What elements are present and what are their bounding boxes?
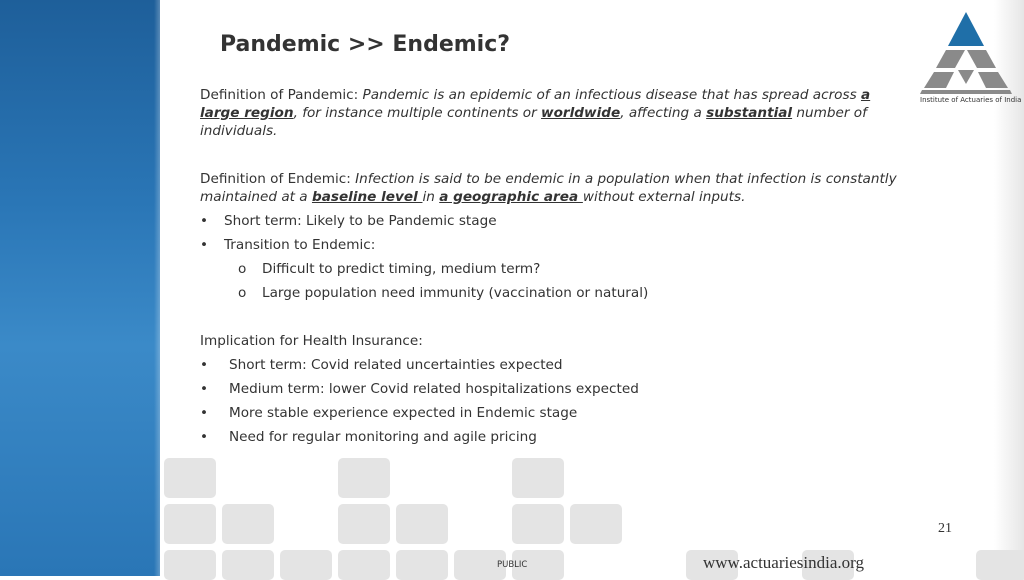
bullet-icon: • — [200, 213, 209, 229]
classification-label: PUBLIC — [497, 560, 528, 570]
left-blue-band — [0, 0, 160, 576]
endemic-text: Infection is said to be endemic in a population when that infection is constantly maintained at a — [200, 171, 897, 205]
pandemic-text: , for instance multiple continents or — [293, 105, 542, 121]
actuaries-triangle-logo-icon — [918, 10, 1014, 110]
slide-title: Pandemic >> Endemic? — [220, 32, 511, 57]
sub-list-item: o Difficult to predict timing, medium term? — [238, 261, 541, 277]
decorative-tiles — [160, 455, 1024, 576]
emphasis-text: a geographic area — [439, 189, 583, 205]
implication-heading: Implication for Health Insurance: — [200, 333, 423, 349]
pandemic-text: Pandemic is an epidemic of an infectious disease that has spread across — [362, 87, 861, 103]
endemic-definition — [200, 170, 910, 206]
sub-list-item: o Large population need immunity (vaccination or natural) — [238, 285, 649, 301]
page-number: 21 — [938, 521, 952, 536]
pandemic-text: number of individuals. — [200, 105, 867, 139]
bullet-icon: • — [200, 405, 209, 421]
endemic-text: without external inputs. — [582, 189, 746, 205]
footer-url: www.actuariesindia.org — [703, 553, 864, 572]
emphasis-text: worldwide — [541, 105, 621, 121]
emphasis-text: baseline level — [311, 189, 423, 205]
endemic-text: in — [422, 189, 440, 205]
emphasis-text: substantial — [706, 105, 793, 121]
list-item: • More stable experience expected in Endemic stage — [200, 405, 578, 421]
list-item: • Short term: Covid related uncertainties expected — [200, 357, 563, 373]
pandemic-text: , affecting a — [620, 105, 707, 121]
pandemic-definition — [200, 86, 910, 140]
circle-bullet-icon: o — [238, 261, 247, 277]
slide-content — [200, 86, 910, 446]
list-item: • Short term: Likely to be Pandemic stage — [200, 213, 497, 229]
list-item: • Transition to Endemic: — [200, 237, 376, 253]
bullet-icon: • — [200, 381, 209, 397]
logo-caption: Institute of Actuaries of India — [920, 96, 1022, 104]
list-item: • Medium term: lower Covid related hospitalizations expected — [200, 381, 639, 397]
circle-bullet-icon: o — [238, 285, 247, 301]
bullet-icon: • — [200, 429, 209, 445]
list-item: • Need for regular monitoring and agile pricing — [200, 429, 537, 445]
endemic-label: Definition of Endemic: — [200, 171, 356, 187]
emphasis-text: a large region — [200, 87, 871, 121]
pandemic-label: Definition of Pandemic: — [200, 87, 363, 103]
bullet-icon: • — [200, 237, 209, 253]
bullet-icon: • — [200, 357, 209, 373]
